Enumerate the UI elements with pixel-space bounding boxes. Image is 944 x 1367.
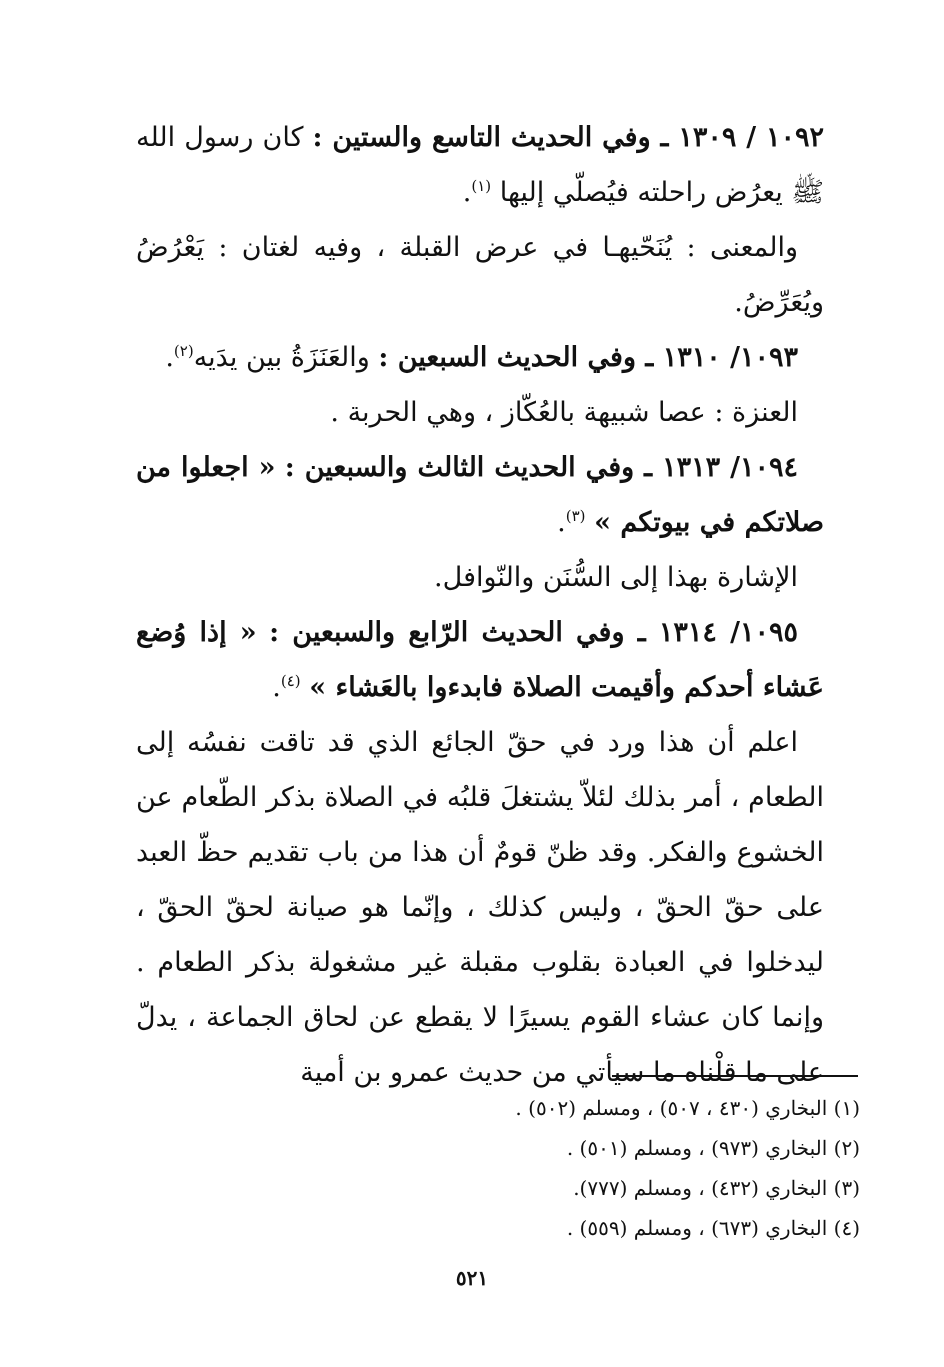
- main-text: [136, 110, 824, 1100]
- entry-end: .: [462, 177, 472, 208]
- hadith-entry-1094: [136, 440, 824, 550]
- footnote-3: (٣) البخاري (٤٣٢) ، ومسلم (٧٧٧).: [573, 1176, 860, 1200]
- explanation-1093: العنزة : عصا شبيهة بالعُكّاز ، وهي الحربة .: [330, 397, 798, 428]
- entry-end: .: [557, 507, 566, 538]
- footnote-4: (٤) البخاري (٦٧٣) ، ومسلم (٥٥٩) .: [566, 1216, 860, 1240]
- entry-heading: ١٠٩٣/ ١٣١٠ ـ وفي الحديث السبعين :: [378, 342, 798, 373]
- commentary-paragraph: اعلم أن هذا ورد في حقّ الجائع الذي قد تاقت نفسُه إلى الطعام ، أمر بذلك لئلاّ يشتغلَ قلبُه في الصلاة بذكر الطّعام عن الخشوع والفكر. وقد ظنّ قومٌ أن هذا من باب تقديم حظّ العبد على حقّ الحقّ ، وليس كذلك ، وإنّما هو صيانة لحقّ الحقّ ، ليدخلوا في العبادة بقلوب مقبلة غير مشغولة بذكر الطعام . وإنما كان عشاء القوم يسيرًا لا يقطع عن لحاق الجماعة ، يدلّ على ما قلْناه ما سيأتي من حديث عمرو بن أمية: [136, 727, 824, 1088]
- hadith-quote: « إذا وُضع عَشاء أحدكم وأقيمت الصلاة فابدءوا بالعَشاء »: [136, 617, 824, 703]
- footnote-ref: (٤): [280, 672, 301, 690]
- entry-end: .: [272, 672, 281, 703]
- entry-end: .: [165, 342, 174, 373]
- footnote-ref: (٣): [565, 507, 586, 525]
- footnote-separator: [612, 1075, 858, 1077]
- hadith-quote: والعَنَزَةُ بين يدَيه: [193, 342, 370, 373]
- footnotes: [400, 1088, 860, 1248]
- hadith-entry-1095: [136, 605, 824, 715]
- explanation-1092: والمعنى : يُنَحّيهـا في عرض القبلة ، وفيه لغتان : يَعْرُضُ ويُعَرِّضُ.: [136, 232, 824, 318]
- hadith-entry-1092: [136, 110, 824, 220]
- page-number: ٥٢١: [455, 1266, 489, 1290]
- explanation-1094: الإشارة بهذا إلى السُّنَن والنّوافل.: [434, 562, 798, 593]
- entry-heading: ١٠٩٥/ ١٣١٤ ـ وفي الحديث الرّابع والسبعين :: [269, 617, 798, 648]
- footnote-1: (١) البخاري (٤٣٠ ، ٥٠٧) ، ومسلم (٥٠٢) .: [515, 1096, 860, 1120]
- entry-heading: ١٠٩٢ / ١٣٠٩ ـ وفي الحديث التاسع والستين :: [312, 122, 824, 153]
- hadith-entry-1093: [136, 330, 824, 385]
- footnote-2: (٢) البخاري (٩٧٣) ، ومسلم (٥٠١) .: [566, 1136, 860, 1160]
- footnote-ref: (١): [471, 177, 492, 195]
- entry-heading: ١٠٩٤/ ١٣١٣ ـ وفي الحديث الثالث والسبعين :: [284, 452, 798, 483]
- hadith-quote: كان رسول الله ﷺ يعرُض راحلته فيُصلّي إليها: [136, 122, 824, 208]
- footnote-ref: (٢): [173, 342, 194, 360]
- hadith-quote: « اجعلوا من صلاتكم في بيوتكم »: [136, 452, 824, 538]
